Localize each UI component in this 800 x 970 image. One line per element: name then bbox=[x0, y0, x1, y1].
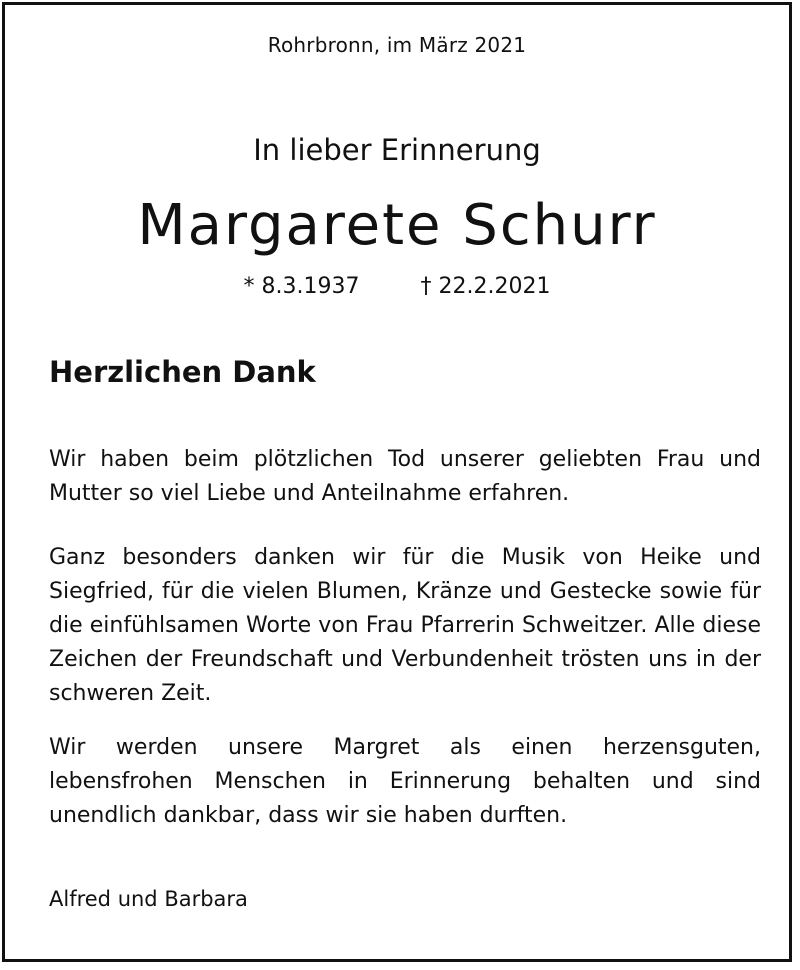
death-date: † 22.2.2021 bbox=[420, 274, 551, 299]
intro-line: In lieber Erinnerung bbox=[253, 133, 541, 167]
birth-date: * 8.3.1937 bbox=[243, 274, 360, 299]
deceased-name: Margarete Schurr bbox=[137, 193, 657, 258]
paragraph-3: Wir werden unsere Margret als einen herzensguten, lebensfrohen Menschen in Erinnerung behalten und sind unendlich dankbar, dass wir sie haben durften. bbox=[49, 735, 761, 828]
thanks-heading: Herzlichen Dank bbox=[49, 355, 316, 389]
paragraph-2: Ganz besonders danken wir für die Musik von Heike und Siegfried, für die vielen Blumen, Kränze und Gestecke sowie für die einfühlsamen Worte von Frau Pfarrerin Schweitzer. Alle diese Zeichen der Freundschaft und Verbundenheit trösten uns in der schweren Zeit. bbox=[49, 545, 761, 706]
signature: Alfred und Barbara bbox=[49, 887, 248, 911]
life-dates bbox=[5, 274, 789, 299]
place-date: Rohrbronn, im März 2021 bbox=[267, 33, 527, 57]
notice-border bbox=[2, 2, 792, 962]
paragraph-1: Wir haben beim plötzlichen Tod unserer geliebten Frau und Mutter so viel Liebe und Anteilnahme erfahren. bbox=[49, 447, 761, 506]
